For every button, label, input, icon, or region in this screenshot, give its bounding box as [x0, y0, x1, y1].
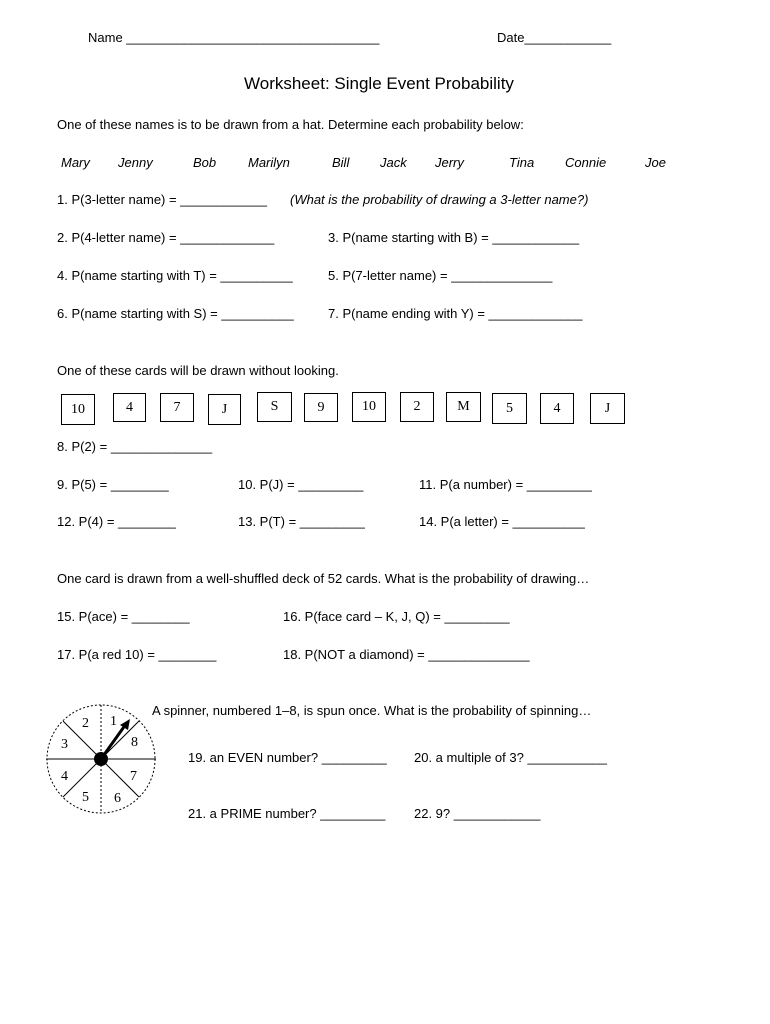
question-9: 9. P(5) = ________	[57, 477, 169, 492]
card-box: 10	[352, 392, 386, 422]
name-item: Jenny	[118, 155, 153, 170]
card-box: 2	[400, 392, 434, 422]
card-box: 9	[304, 393, 338, 422]
spinner-intro: A spinner, numbered 1–8, is spun once. What is the probability of spinning…	[152, 703, 592, 718]
spinner-number: 6	[114, 791, 121, 806]
spinner-number: 5	[82, 790, 89, 805]
question-14: 14. P(a letter) = __________	[419, 514, 585, 529]
question-6: 6. P(name starting with S) = __________	[57, 306, 294, 321]
name-item: Jack	[380, 155, 407, 170]
question-8: 8. P(2) = ______________	[57, 439, 213, 454]
question-10: 10. P(J) = _________	[238, 477, 364, 492]
name-item: Bill	[332, 155, 350, 170]
card-box: S	[257, 392, 292, 422]
question-18: 18. P(NOT a diamond) = ______________	[283, 647, 530, 662]
card-box: M	[446, 392, 481, 422]
date-field-label: Date____________	[497, 30, 612, 45]
name-item: Marilyn	[248, 155, 290, 170]
spinner-number: 1	[110, 714, 117, 729]
name-item: Tina	[509, 155, 535, 170]
name-field-label: Name ___________________________________	[88, 30, 380, 45]
spinner-diagram	[44, 702, 160, 818]
question-21: 21. a PRIME number? _________	[188, 806, 386, 821]
names-intro: One of these names is to be drawn from a hat. Determine each probability below:	[57, 117, 524, 132]
spinner-hub	[94, 752, 108, 766]
question-7: 7. P(name ending with Y) = _____________	[328, 306, 583, 321]
card-box: 5	[492, 393, 527, 424]
question-20: 20. a multiple of 3? ___________	[414, 750, 607, 765]
card-box: J	[590, 393, 625, 424]
card-box: 4	[113, 393, 146, 422]
question-5: 5. P(7-letter name) = ______________	[328, 268, 553, 283]
spinner-number: 8	[131, 735, 138, 750]
name-item: Mary	[61, 155, 90, 170]
spinner-number: 2	[82, 716, 89, 731]
question-17: 17. P(a red 10) = ________	[57, 647, 217, 662]
question-11: 11. P(a number) = _________	[419, 477, 592, 492]
card-box: J	[208, 394, 241, 425]
page-title: Worksheet: Single Event Probability	[244, 74, 514, 93]
name-item: Connie	[565, 155, 607, 170]
spinner-number: 4	[61, 769, 68, 784]
question-2: 2. P(4-letter name) = _____________	[57, 230, 275, 245]
question-4: 4. P(name starting with T) = __________	[57, 268, 293, 283]
name-item: Joe	[645, 155, 666, 170]
name-item: Jerry	[435, 155, 464, 170]
question-13: 13. P(T) = _________	[238, 514, 365, 529]
name-item: Bob	[193, 155, 217, 170]
question-19: 19. an EVEN number? _________	[188, 750, 387, 765]
question-15: 15. P(ace) = ________	[57, 609, 190, 624]
deck-intro: One card is drawn from a well-shuffled deck of 52 cards. What is the probability of drawing…	[57, 571, 590, 586]
spinner-number: 7	[130, 769, 137, 784]
cards-intro: One of these cards will be drawn without looking.	[57, 363, 339, 378]
question-1: 1. P(3-letter name) = ____________	[57, 192, 267, 207]
card-box: 7	[160, 393, 194, 422]
question-3: 3. P(name starting with B) = ____________	[328, 230, 580, 245]
question-1-hint: (What is the probability of drawing a 3-letter name?)	[290, 192, 589, 207]
spinner-number: 3	[61, 737, 68, 752]
question-12: 12. P(4) = ________	[57, 514, 176, 529]
question-16: 16. P(face card – K, J, Q) = _________	[283, 609, 510, 624]
question-22: 22. 9? ____________	[414, 806, 541, 821]
card-box: 10	[61, 394, 95, 425]
card-box: 4	[540, 393, 574, 424]
